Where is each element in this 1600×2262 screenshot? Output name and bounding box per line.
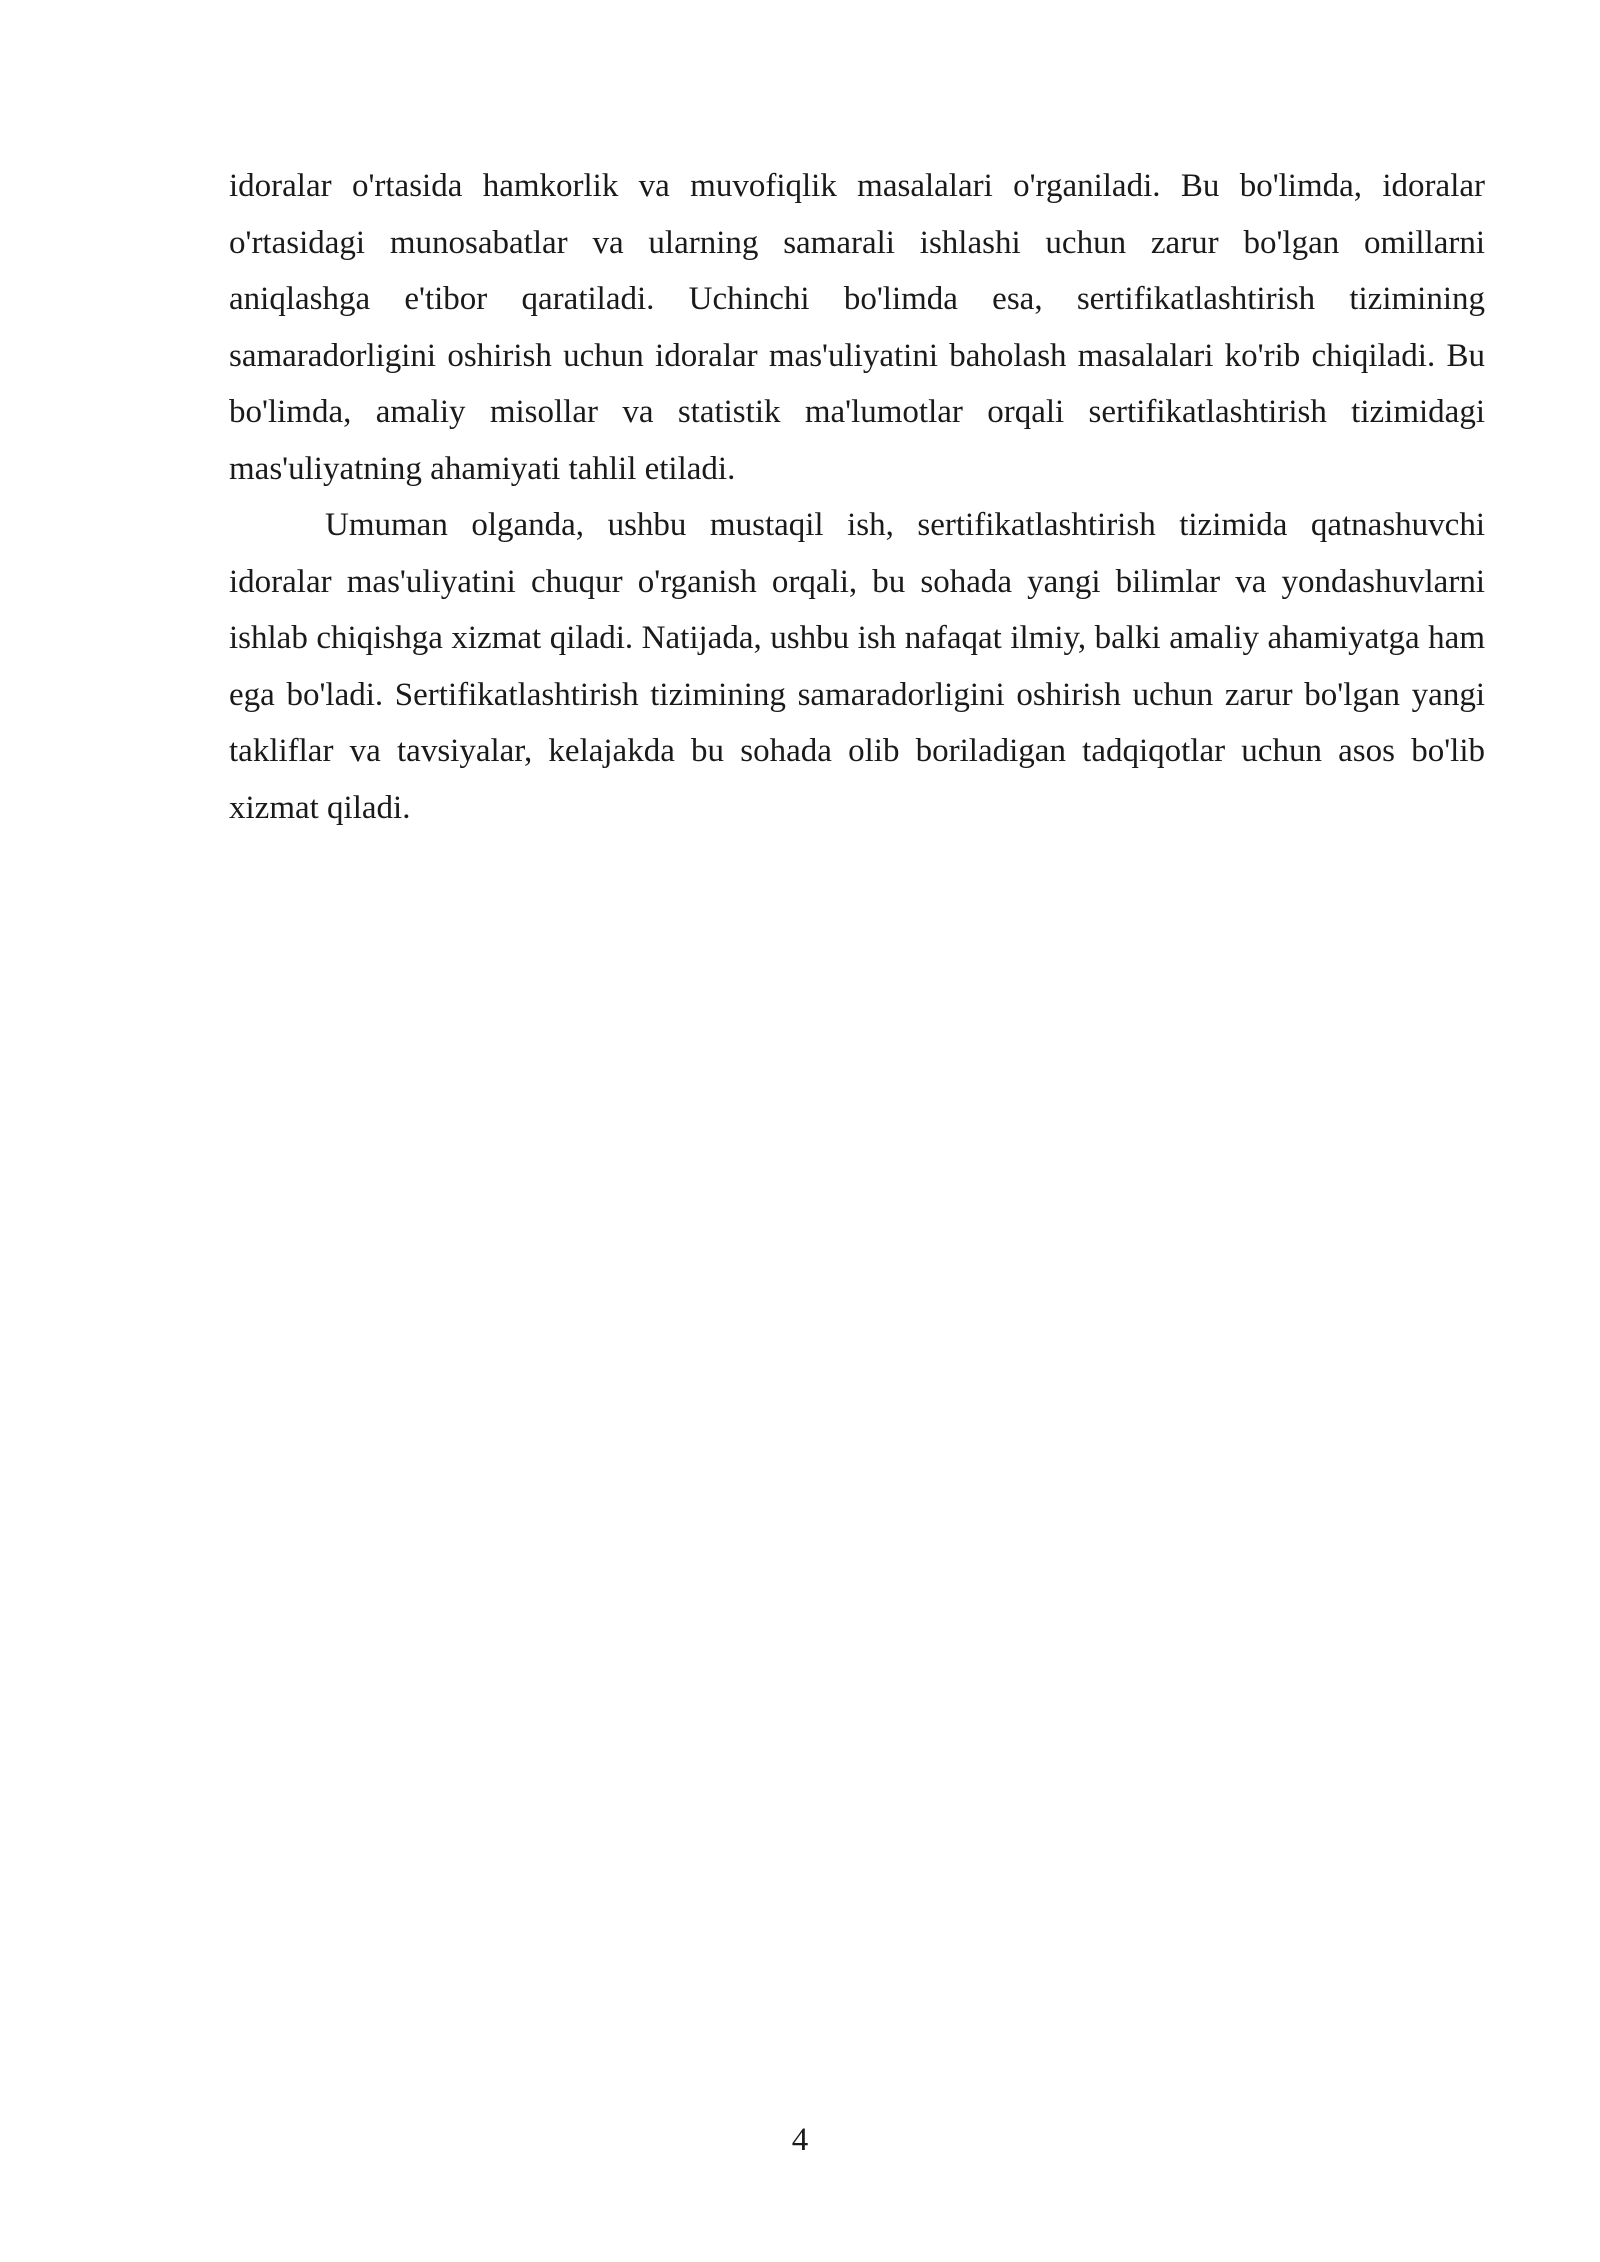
- paragraph-continuation: idoralar o'rtasida hamkorlik va muvofiqlik masalalari o'rganiladi. Bu bo'limda, idoralar o'rtasidagi munosabatlar va ularning samarali ishlashi uchun zarur bo'lgan omillarni aniqlashga e'tibor qaratiladi. Uchinchi bo'limda esa, sertifikatlashtirish tizimining samaradorligini oshirish uchun idoralar mas'uliyatini baholash masalalari ko'rib chiqiladi. Bu bo'limda, amaliy misollar va statistik ma'lumotlar orqali sertifikatlashtirish tizimidagi mas'uliyatning ahamiyati tahlil etiladi.: [229, 168, 1485, 487]
- body-text: [229, 158, 1485, 836]
- paragraph-conclusion: Umuman olganda, ushbu mustaqil ish, sertifikatlashtirish tizimida qatnashuvchi idoralar mas'uliyatini chuqur o'rganish orqali, bu sohada yangi bilimlar va yondashuvlarni ishlab chiqishga xizmat qiladi. Natijada, ushbu ish nafaqat ilmiy, balki amaliy ahamiyatga ham ega bo'ladi. Sertifikatlashtirish tizimining samaradorligini oshirish uchun zarur bo'lgan yangi takliflar va tavsiyalar, kelajakda bu sohada olib boriladigan tadqiqotlar uchun asos bo'lib xizmat qiladi.: [229, 507, 1485, 826]
- page-number: 4: [791, 2122, 809, 2158]
